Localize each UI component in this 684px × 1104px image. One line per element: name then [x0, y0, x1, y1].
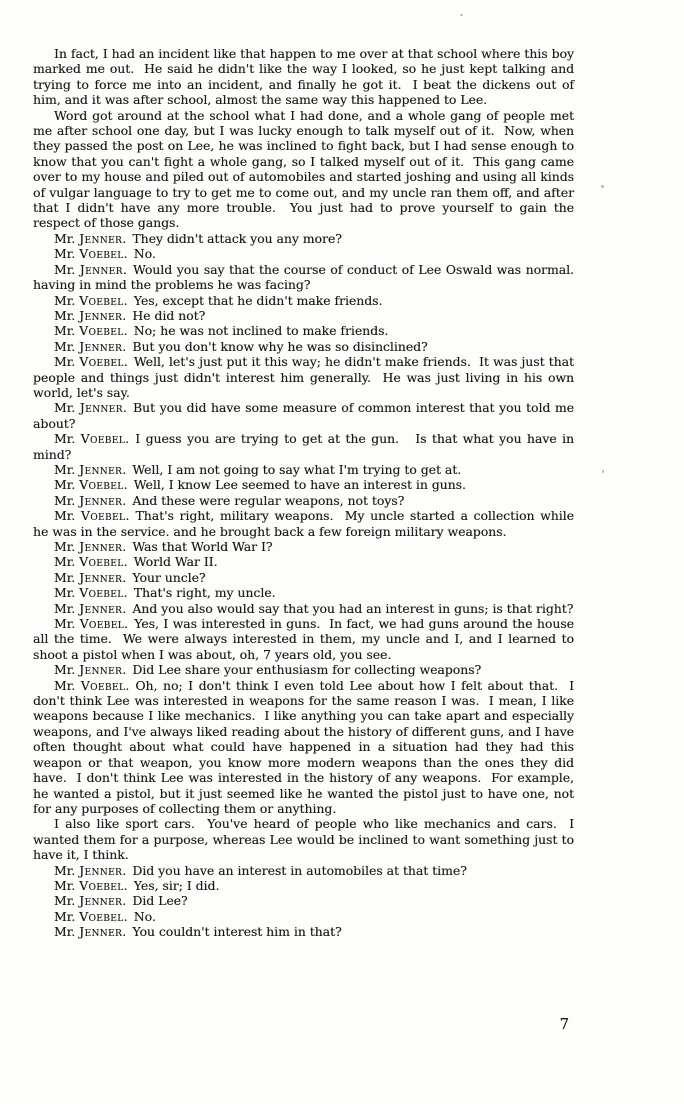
speaker-name: Mr. Jenner. [54, 662, 127, 678]
dialogue-paragraph: Mr. Voebel. No. [54, 246, 156, 262]
speaker-surname: Voebel [79, 246, 124, 262]
speaker-surname: Jenner [79, 924, 123, 940]
speaker-surname: Voebel [79, 908, 124, 924]
dialogue-paragraph: Mr. Voebel. Yes, except that he didn't make friends. [54, 292, 383, 308]
speaker-surname: Jenner [79, 662, 123, 678]
speaker-surname: Jenner [79, 461, 123, 477]
speaker-surname: Jenner [79, 492, 123, 508]
speaker-name: Mr. Voebel. [54, 431, 130, 447]
speaker-name: Mr. Voebel. [54, 246, 128, 262]
speaker-surname: Jenner [79, 862, 123, 878]
dialogue-paragraph: Mr. Voebel. Well, let's just put it this way; he didn't make friends. It was just that people and things just didn't interest him generally. He was just living in his own world, let's say. [33, 354, 578, 400]
scan-speck [601, 185, 604, 188]
testimony-text [33, 46, 578, 940]
scan-speck [460, 14, 463, 16]
dialogue-paragraph: Mr. Voebel. World War II. [54, 554, 218, 570]
speaker-surname: Voebel [80, 677, 126, 693]
dialogue-paragraph: Mr. Jenner. He did not? [54, 307, 206, 323]
speaker-name: Mr. Voebel. [54, 585, 128, 601]
speaker-name: Mr. Voebel. [54, 292, 128, 308]
dialogue-paragraph: Mr. Jenner. Did Lee? [54, 893, 188, 909]
speaker-name: Mr. Jenner. [54, 400, 127, 416]
speaker-surname: Jenner [79, 600, 123, 616]
dialogue-paragraph: Mr. Voebel. That's right, military weapons. My uncle started a collection while he was in the service. and he brought back a few foreign military weapons. [33, 508, 578, 539]
scan-speck [602, 470, 604, 473]
speaker-surname: Jenner [79, 400, 123, 416]
speaker-surname: Jenner [79, 893, 123, 909]
speaker-surname: Voebel [79, 292, 124, 308]
speaker-name: Mr. Voebel. [54, 477, 128, 493]
speaker-surname: Voebel [79, 354, 124, 370]
speaker-surname: Voebel [79, 585, 124, 601]
speaker-surname: Jenner [79, 261, 123, 277]
dialogue-paragraph: Mr. Jenner. And you also would say that you had an interest in guns; is that right? [54, 600, 574, 616]
speaker-surname: Voebel [80, 431, 126, 447]
dialogue-paragraph: Mr. Voebel. That's right, my uncle. [54, 585, 276, 601]
speaker-name: Mr. Voebel. [54, 677, 130, 693]
dialogue-paragraph: Mr. Jenner. Did Lee share your enthusiasm for collecting weapons? [54, 662, 482, 678]
speaker-name: Mr. Jenner. [54, 539, 127, 554]
dialogue-paragraph: Mr. Jenner. Would you say that the course of conduct of Lee Oswald was normal. having in mind the problems he was facing? [33, 261, 578, 293]
speaker-name: Mr. Voebel. [54, 877, 128, 893]
dialogue-paragraph: Mr. Jenner. Your uncle? [54, 569, 206, 585]
dialogue-paragraph: Mr. Jenner. They didn't attack you any more? [54, 230, 342, 246]
speaker-name: Mr. Jenner. [54, 461, 127, 477]
dialogue-paragraph: Mr. Voebel. I guess you are trying to get at the gun. Is that what you have in mind? [33, 431, 578, 462]
speaker-name: Mr. Voebel. [54, 354, 128, 370]
speaker-name: Mr. Jenner. [54, 924, 127, 940]
dialogue-paragraph: Mr. Voebel. Yes, I was interested in guns. In fact, we had guns around the house all the time. We were always interested in them, my uncle and I, and I learned to shoot a pistol when I was about, oh, 7 years old, you see. [33, 616, 578, 662]
speaker-name: Mr. Jenner. [54, 893, 127, 909]
dialogue-paragraph: Mr. Voebel. Yes, sir; I did. [54, 877, 220, 893]
speaker-name: Mr. Jenner. [54, 600, 127, 616]
speaker-surname: Voebel [80, 508, 126, 524]
dialogue-paragraph: Mr. Voebel. No. [54, 908, 156, 924]
speaker-surname: Voebel [79, 554, 124, 570]
dialogue-paragraph: Mr. Jenner. And these were regular weapons, not toys? [54, 492, 405, 508]
speaker-surname: Voebel [79, 616, 125, 632]
speaker-surname: Jenner [79, 230, 123, 246]
speaker-name: Mr. Jenner. [54, 307, 127, 323]
narrative-paragraph: I also like sport cars. You've heard of people who like mechanics and cars. I wanted them for a purpose, whereas Lee would be inclined to want something just to have it, I think. [33, 816, 578, 863]
speaker-surname: Jenner [79, 569, 123, 585]
dialogue-paragraph: Mr. Voebel. Well, I know Lee seemed to have an interest in guns. [54, 477, 466, 493]
speaker-surname: Jenner [79, 307, 123, 323]
dialogue-paragraph: Mr. Jenner. You couldn't interest him in that? [54, 924, 342, 940]
dialogue-paragraph: Mr. Jenner. Did you have an interest in automobiles at that time? [54, 862, 467, 878]
speaker-name: Mr. Jenner. [54, 862, 127, 878]
speaker-name: Mr. Voebel. [54, 616, 128, 632]
dialogue-paragraph: Mr. Jenner. But you don't know why he was so disinclined? [54, 338, 428, 354]
speaker-name: Mr. Voebel. [54, 554, 128, 570]
dialogue-paragraph: Mr. Jenner. Well, I am not going to say what I'm trying to get at. [54, 461, 462, 477]
speaker-name: Mr. Jenner. [54, 261, 127, 277]
speaker-surname: Jenner [79, 338, 123, 354]
narrative-paragraph: In fact, I had an incident like that happen to me over at that school where this boy marked me out. He said he didn't like the way I looked, so he just kept talking and trying to force me into an incident, and finally he got it. I beat the dickens out of him, and it was after school, almost the same way this happened to Lee. [33, 46, 578, 108]
narrative-paragraph: Word got around at the school what I had done, and a whole gang of people met me after school one day, but I was lucky enough to talk myself out of it. Now, when they passed the post on Lee, he was inclined to fight back, but I had sense enough to know that you can't fight a whole gang, so I talked myself out of it. This gang came over to my house and piled out of automobiles and started joshing and using all kinds of vulgar language to try to get me to come out, and my uncle ran them off, and after that I didn't have any more trouble. You just had to prove yourself to gain the respect of those gangs. [33, 107, 578, 231]
speaker-surname: Voebel [79, 477, 124, 493]
speaker-name: Mr. Jenner. [54, 230, 127, 246]
dialogue-paragraph: Mr. Voebel. Oh, no; I don't think I even told Lee about how I felt about that. I don't think Lee was interested in weapons for the same reason I was. I mean, I like weapons because I like mechanics. I like anything you can take apart and especially weapons, and I've always liked reading about the history of different guns, and I have often thought about what could have happened in a situation had they had this weapon or that weapon, you know more modern weapons than the ones they did have. I don't think Lee was interested in the history of any weapons. For example, he wanted a pistol, but it just seemed like he wanted the pistol just to have one, not for any purposes of collecting them or anything. [33, 677, 578, 816]
speaker-name: Mr. Voebel. [54, 323, 128, 339]
speaker-name: Mr. Jenner. [54, 569, 127, 585]
speaker-name: Mr. Jenner. [54, 492, 127, 508]
dialogue-paragraph: Mr. Jenner. But you did have some measure of common interest that you told me about? [33, 400, 578, 431]
speaker-name: Mr. Jenner. [54, 338, 127, 354]
speaker-surname: Voebel [79, 877, 124, 893]
speaker-name: Mr. Voebel. [54, 908, 128, 924]
speaker-surname: Voebel [79, 323, 124, 339]
speaker-surname: Jenner [79, 539, 123, 554]
dialogue-paragraph: Mr. Voebel. No; he was not inclined to make friends. [54, 323, 389, 339]
dialogue-paragraph: Mr. Jenner. Was that World War I? [54, 539, 273, 554]
page-number: 7 [559, 1015, 569, 1033]
speaker-name: Mr. Voebel. [54, 508, 130, 524]
